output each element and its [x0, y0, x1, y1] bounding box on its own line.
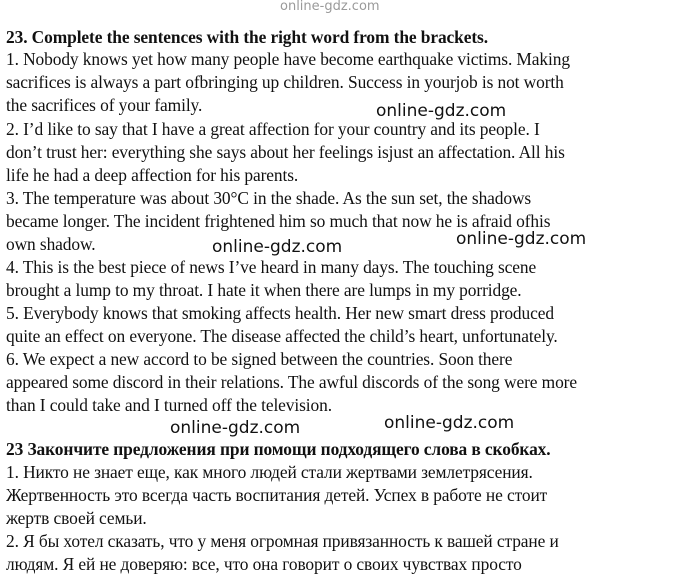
text-line: brought a lump to my throat. I hate it when there are lumps in my porridge. — [6, 280, 522, 300]
watermark: online-gdz.com — [170, 418, 301, 438]
text-line: 1. Nobody knows yet how many people have become earthquake victims. Making — [6, 49, 570, 69]
watermark: online-gdz.com — [456, 229, 587, 249]
text-line: 6. We expect a new accord to be signed between the countries. Soon there — [6, 349, 513, 369]
text-line: sacrifices is always a part ofbringing up children. Success in yourjob is not worth — [6, 72, 564, 92]
text-line: 4. This is the best piece of news I’ve heard in many days. The touching scene — [6, 257, 537, 277]
text-line: don’t trust her: everything she says about her feelings isjust an affectation. All his — [6, 142, 565, 162]
text-line: Жертвенность это всегда часть воспитания детей. Успех в работе не стоит — [6, 485, 548, 505]
text-line: 1. Никто не знает еще, как много людей стали жертвами землетрясения. — [6, 462, 533, 482]
text-line: became longer. The incident frightened him so much that now he is afraid ofhis — [6, 211, 551, 231]
watermark-top: online-gdz.com — [280, 0, 380, 14]
text-line: жертв своей семьи. — [6, 508, 147, 528]
text-line: 3. The temperature was about 30°C in the shade. As the sun set, the shadows — [6, 188, 532, 208]
exercise-heading-ru: 23 Закончите предложения при помощи подходящего слова в скобках. — [6, 439, 551, 459]
watermark: online-gdz.com — [376, 101, 507, 121]
text-line: the sacrifices of your family. — [6, 95, 203, 115]
text-line: than I could take and I turned off the television. — [6, 395, 332, 415]
text-line: 2. Я бы хотел сказать, что у меня огромная привязанность к вашей стране и — [6, 531, 559, 551]
text-line: quite an effect on everyone. The disease affected the child’s heart, unfortunately. — [6, 326, 558, 346]
text-line: life he had a deep affection for his parents. — [6, 165, 299, 185]
text-line: 5. Everybody knows that smoking affects health. Her new smart dress produced — [6, 303, 554, 323]
watermark: online-gdz.com — [384, 413, 515, 433]
text-line: 2. I’d like to say that I have a great affection for your country and its people. I — [6, 119, 540, 139]
text-line: людям. Я ей не доверяю: все, что она говорит о своих чувствах просто — [6, 554, 522, 574]
watermark: online-gdz.com — [212, 237, 343, 257]
exercise-heading-en: 23. Complete the sentences with the right word from the brackets. — [6, 27, 488, 47]
text-line: own shadow. — [6, 234, 96, 254]
text-line: appeared some discord in their relations. The awful discords of the song were more — [6, 372, 577, 392]
